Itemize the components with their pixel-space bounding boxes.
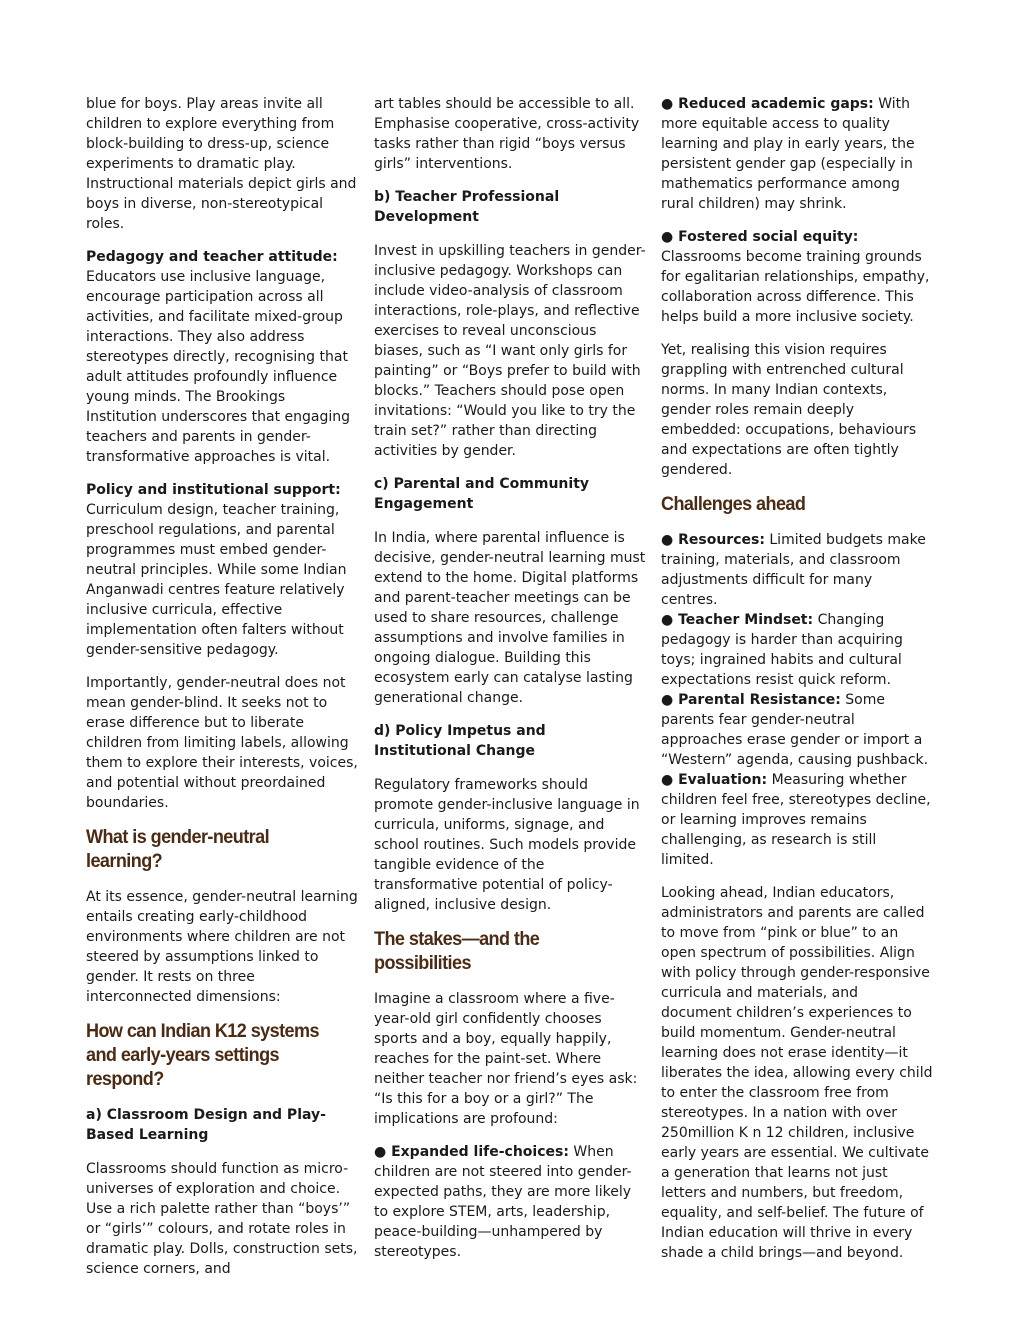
challenge-mindset-label: ● Teacher Mindset: [661,612,814,628]
challenge-evaluation-label: ● Evaluation: [661,772,768,788]
bullet-fostered-social-equity [661,227,933,327]
bullet-label: ● Fostered social equity: [661,229,859,245]
paragraph-entrenched-norms: Yet, realising this vision requires grappling with entrenched cultural norms. In many Indian contexts, gender roles remain deeply embedded: occupations, behaviours and expectations are often tightly gendered. [661,342,917,478]
column-2 [374,94,646,1275]
subheading-classroom-design: a) Classroom Design and Play-Based Learning [86,1107,326,1143]
bullet-reduced-academic-gaps [661,94,933,214]
bullet-text: With more equitable access to quality learning and play in early years, the persistent gender gap (especially in mathematics performance among rural children) may shrink. [661,96,915,212]
paragraph-parental-influence: In India, where parental influence is decisive, gender-neutral learning must extend to the home. Digital platforms and parent-teacher meetings can be used to share resources, challenge assumptions and involve families in ongoing dialogue. Building this ecosystem early can catalyse lasting generational change. [374,530,646,706]
paragraph-classrooms: Classrooms should function as micro-universes of exploration and choice. Use a rich palette rather than “boys’” or “girls’” colours, and rotate roles in dramatic play. Dolls, construction sets, science corners, and [86,1161,358,1277]
challenge-mindset-text: Changing pedagogy is harder than acquiring toys; ingrained habits and cultural expectations resist quick reform. [661,612,903,688]
bullet-label: ● Reduced academic gaps: [661,96,874,112]
challenge-resources-text: Limited budgets make training, materials, and classroom adjustments difficult for many centres. [661,532,926,608]
heading-how-can-respond: How can Indian K12 systems and early-years settings respond? [86,1021,319,1090]
heading-challenges-ahead: Challenges ahead [661,494,806,515]
pedagogy-label: Pedagogy and teacher attitude: [86,249,338,265]
heading-stakes: The stakes—and the possibilities [374,929,540,974]
subheading-parental-engagement: c) Parental and Community Engagement [374,476,590,512]
paragraph-art-tables: art tables should be accessible to all. Emphasise cooperative, cross-activity tasks rather than rigid “boys versus girls” interventions. [374,96,640,172]
challenge-parental-label: ● Parental Resistance: [661,692,841,708]
paragraph-upskilling: Invest in upskilling teachers in gender-inclusive pedagogy. Workshops can include video-analysis of classroom interactions, role-plays, and reflective exercises to reveal unconscious biases, such as “I want only girls for painting” or “Boys prefer to build with blocks.” Teachers should pose open invitations: “Would you like to try the train set?” rather than directing activities by gender. [374,243,646,459]
paragraph-imagine: Imagine a classroom where a five-year-old girl confidently chooses sports and a boy, equally happily, reaches for the paint-set. Where neither teacher nor friend’s eyes ask: “Is this for a boy or a girl?” The implications are profound: [374,991,638,1127]
challenge-resources-label: ● Resources: [661,532,765,548]
pedagogy-text: Educators use inclusive language, encourage participation across all activities, and facilitate mixed-group interactions. They also address stereotypes directly, recognising that adult attitudes profoundly influence young minds. The Brookings Institution underscores that engaging teachers and parents in gender-transformative approaches is vital. [86,269,351,465]
paragraph-regulatory: Regulatory frameworks should promote gender-inclusive language in curricula, uniforms, signage, and school routines. Such models provide tangible evidence of the transformative potential of policy-aligned, inclusive design. [374,777,640,913]
challenge-evaluation-text: Measuring whether children feel free, stereotypes decline, or learning improves remains challenging, as research is still limited. [661,772,931,868]
bullet-text: Classrooms become training grounds for egalitarian relationships, empathy, collaboration across difference. This helps build a more inclusive society. [661,249,930,325]
bullet-label: ● Expanded life-choices: [374,1144,569,1160]
policy-support-label: Policy and institutional support: [86,482,341,498]
subheading-policy-impetus: d) Policy Impetus and Institutional Change [374,723,546,759]
paragraph-gender-blind: Importantly, gender-neutral does not mean gender-blind. It seeks not to erase difference but to liberate children from limiting labels, allowing them to explore their interests, voices, and potential without preordained boundaries. [86,675,358,811]
paragraph-policy-support [86,480,358,660]
column-3 [661,94,933,1276]
heading-what-is-gender-neutral: What is gender-neutral learning? [86,827,270,872]
challenges-list [661,530,933,870]
subheading-teacher-development: b) Teacher Professional Development [374,189,560,225]
bullet-text: When children are not steered into gender-expected paths, they are more likely to explore STEM, arts, leadership, peace-building—unhampered by stereotypes. [374,1144,632,1260]
paragraph-pedagogy [86,247,358,467]
policy-support-text: Curriculum design, teacher training, preschool regulations, and parental programmes must embed gender-neutral principles. While some Indian Anganwadi centres feature relatively inclusive curricula, effective implementation often falters without gender-sensitive pedagogy. [86,502,347,658]
column-1 [86,94,358,1292]
paragraph-essence: At its essence, gender-neutral learning entails creating early-childhood environments where children are not steered by assumptions linked to gender. It rests on three interconnected dimensions: [86,889,358,1005]
bullet-expanded-life-choices [374,1142,646,1262]
paragraph-play-areas: blue for boys. Play areas invite all children to explore everything from block-building to dress-up, science experiments to dramatic play. Instructional materials depict girls and boys in diverse, non-stereotypical roles. [86,96,357,232]
challenge-parental-text: Some parents fear gender-neutral approaches erase gender or import a “Western” agenda, causing pushback. [661,692,929,768]
paragraph-looking-ahead: Looking ahead, Indian educators, administrators and parents are called to move from “pink or blue” to an open spectrum of possibilities. Align with policy through gender-responsive curricula and materials, and document children’s experiences to build momentum. Gender-neutral learning does not erase identity—it liberates the idea, allowing every child to enter the classroom free from stereotypes. In a nation with over 250million K n 12 children, inclusive early years are essential. We cultivate a generation that learns not just letters and numbers, but freedom, equality, and self-belief. The future of Indian education will thrive in every shade a child brings—and beyond. [661,885,933,1261]
